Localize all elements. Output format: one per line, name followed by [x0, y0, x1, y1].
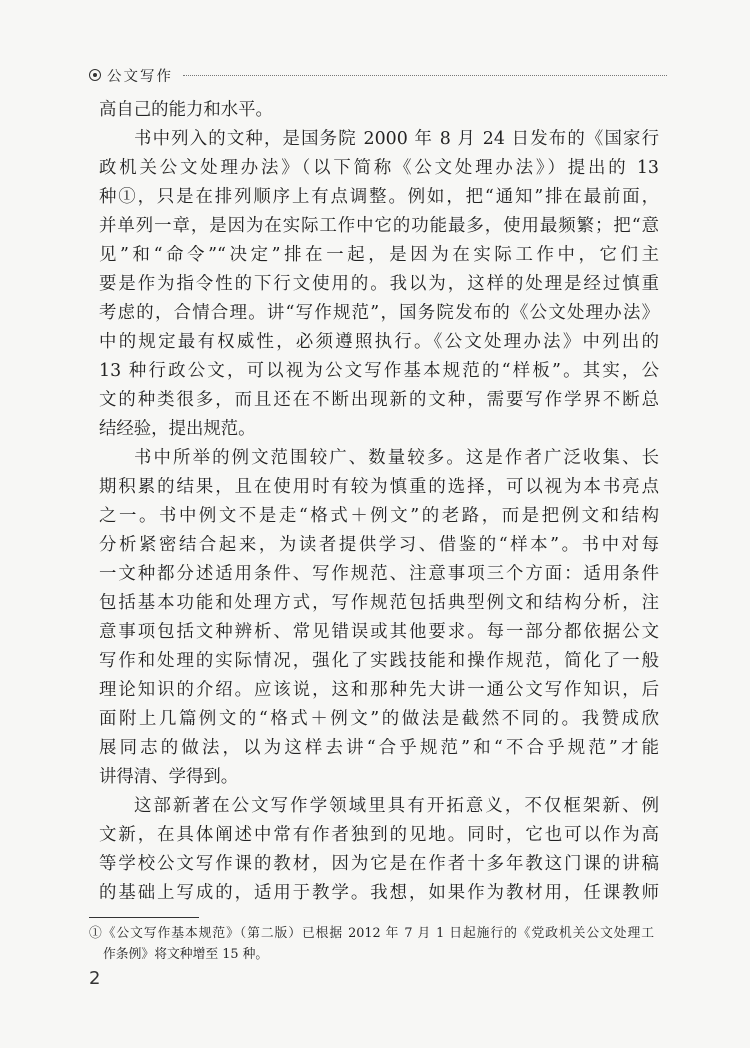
body-line: 面附上几篇例文的“格式＋例文”的做法是截然不同的。我赞成欣	[99, 709, 659, 729]
body-line: 书中列入的文种，是国务院 2000 年 8 月 24 日发布的《国家行	[134, 129, 659, 149]
body-line: 意事项包括文种辨析、常见错误或其他要求。每一部分都依据公文	[99, 622, 659, 642]
footnote	[89, 923, 654, 965]
header-title: 公文写作	[107, 68, 173, 85]
body-line: 种①，只是在排列顺序上有点调整。例如，把“通知”排在最前面，	[99, 187, 659, 207]
body-line: 文新，在具体阐述中常有作者独到的见地。同时，它也可以作为高	[99, 825, 659, 845]
body-line: 中的规定最有权威性，必须遵照执行。《公文处理办法》中列出的	[99, 332, 659, 352]
footnote-line: ①《公文写作基本规范》（第二版）已根据 2012 年 7 月 1 日起施行的《党政机关公文处理工	[89, 926, 654, 941]
body-text	[99, 96, 659, 908]
header-dotted-rule	[183, 75, 667, 76]
body-line: 讲得清、学得到。	[99, 767, 239, 787]
body-line: 一文种都分述适用条件、写作规范、注意事项三个方面：适用条件	[99, 564, 659, 584]
body-line: 理论知识的介绍。应该说，这和那种先大讲一通公文写作知识，后	[99, 680, 659, 700]
page-number: 2	[89, 968, 101, 989]
body-line: 并单列一章，是因为在实际工作中它的功能最多，使用最频繁；把“意	[99, 216, 659, 236]
body-line: 等学校公文写作课的教材，因为它是在作者十多年教这门课的讲稿	[99, 854, 659, 874]
body-line: 这部新著在公文写作学领域里具有开拓意义，不仅框架新、例	[134, 796, 659, 816]
body-line: 要是作为指令性的下行文使用的。我以为，这样的处理是经过慎重	[99, 274, 659, 294]
body-line: 考虑的，合情合理。讲“写作规范”，国务院发布的《公文处理办法》	[99, 303, 659, 323]
body-line: 13 种行政公文，可以视为公文写作基本规范的“样板”。其实，公	[99, 361, 659, 381]
body-line: 书中所举的例文范围较广、数量较多。这是作者广泛收集、长	[134, 448, 659, 468]
body-line: 写作和处理的实际情况，强化了实践技能和操作规范，简化了一般	[99, 651, 659, 671]
body-line: 包括基本功能和处理方式，写作规范包括典型例文和结构分析，注	[99, 593, 659, 613]
running-header	[89, 64, 667, 86]
body-line: 之一。书中例文不是走“格式＋例文”的老路，而是把例文和结构	[99, 506, 659, 526]
body-line: 见”和“命令”“决定”排在一起，是因为在实际工作中，它们主	[99, 245, 659, 265]
body-line: 结经验，提出规范。	[99, 419, 256, 439]
body-line: 展同志的做法，以为这样去讲“合乎规范”和“不合乎规范”才能	[99, 738, 659, 758]
footnote-line: 作条例》将文种增至 15 种。	[103, 947, 269, 962]
body-line: 政机关公文处理办法》（以下简称《公文处理办法》）提出的 13	[99, 158, 659, 178]
body-line: 期积累的结果，且在使用时有较为慎重的选择，可以视为本书亮点	[99, 477, 659, 497]
bullseye-icon	[89, 69, 101, 81]
body-line: 文的种类很多，而且还在不断出现新的文种，需要写作学界不断总	[99, 390, 659, 410]
body-line: 的基础上写成的，适用于教学。我想，如果作为教材用，任课教师	[99, 883, 659, 903]
footnote-divider	[89, 917, 199, 918]
body-line: 高自己的能力和水平。	[99, 100, 273, 120]
body-line: 分析紧密结合起来，为读者提供学习、借鉴的“样本”。书中对每	[99, 535, 659, 555]
